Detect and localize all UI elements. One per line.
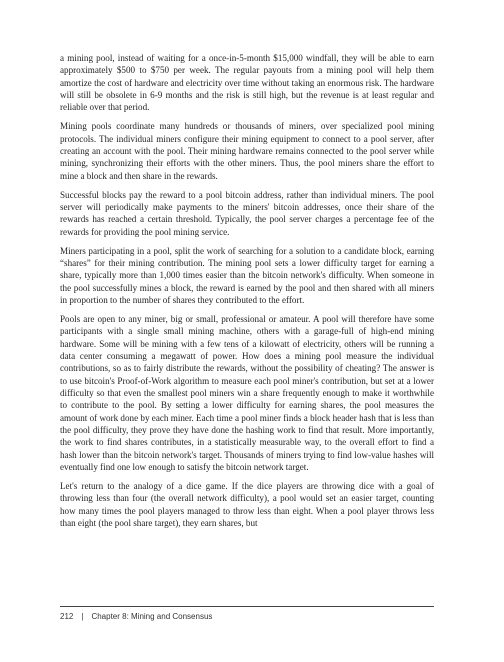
footer-separator: | — [81, 612, 84, 621]
paragraph: Miners participating in a pool, split the work of searching for a solution to a candidate block, earning “shares” for their mining contribution. The mining pool sets a lower difficulty target for earning a share, typically more than 1,000 times easier than the bitcoin network's difficulty. When someone in the pool successfully mines a block, the reward is earned by the pool and then shared with all miners in proportion to the number of shares they contributed to the effort. — [60, 245, 434, 305]
paragraph: Successful blocks pay the reward to a pool bitcoin address, rather than individual miners. The pool server will periodically make payments to the miners' bitcoin addresses, once their share of the rewards has reached a certain threshold. Typically, the pool server charges a percentage fee of the rewards for providing the pool mining service. — [60, 189, 434, 237]
footer-rule — [60, 606, 434, 607]
paragraph: Mining pools coordinate many hundreds or thousands of miners, over specialized pool mining protocols. The individual miners configure their mining equipment to connect to a pool server, after creating an account with the pool. Their mining hardware remains connected to the pool server while mining, synchronizing their efforts with the other miners. Thus, the pool miners share the effort to mine a block and then share in the rewards. — [60, 121, 434, 181]
page-footer — [60, 611, 212, 623]
paragraph: Let's return to the analogy of a dice game. If the dice players are throwing dice with a goal of throwing less than four (the overall network difficulty), a pool would set an easier target, counting how many times the pool players managed to throw less than eight. When a pool player throws less than eight (the pool share target), they earn shares, but — [60, 480, 434, 528]
body-text — [60, 52, 434, 536]
page-number: 212 — [60, 612, 74, 621]
paragraph: Pools are open to any miner, big or small, professional or amateur. A pool will therefore have some participants with a single small mining machine, others with a garage-full of high-end mining hardware. Some will be mining with a few tens of a kilowatt of electricity, others will be running a data center consuming a megawatt of power. How does a mining pool measure the individual contributions, so as to fairly distribute the rewards, without the possibility of cheating? The answer is to use bitcoin's Proof-of-Work algorithm to measure each pool miner's contribution, but set at a lower difficulty so that even the smallest pool miners win a share frequently enough to make it worthwhile to contribute to the pool. By setting a lower difficulty for earning shares, the pool measures the amount of work done by each miner. Each time a pool miner finds a block header hash that is less than the pool difficulty, they prove they have done the hashing work to find that result. More importantly, the work to find shares contributes, in a statistically measurable way, to the overall effort to find a hash lower than the bitcoin network's target. Thousands of miners trying to find low-value hashes will eventually find one low enough to satisfy the bitcoin network target. — [60, 313, 434, 473]
chapter-title: Chapter 8: Mining and Consensus — [91, 612, 213, 621]
paragraph: a mining pool, instead of waiting for a once-in-5-month $15,000 windfall, they will be able to earn approximately $500 to $750 per week. The regular payouts from a mining pool will help them amortize the cost of hardware and electricity over time without taking an enormous risk. The hardware will still be obsolete in 6-9 months and the risk is still high, but the revenue is at least regular and reliable over that period. — [60, 53, 434, 113]
